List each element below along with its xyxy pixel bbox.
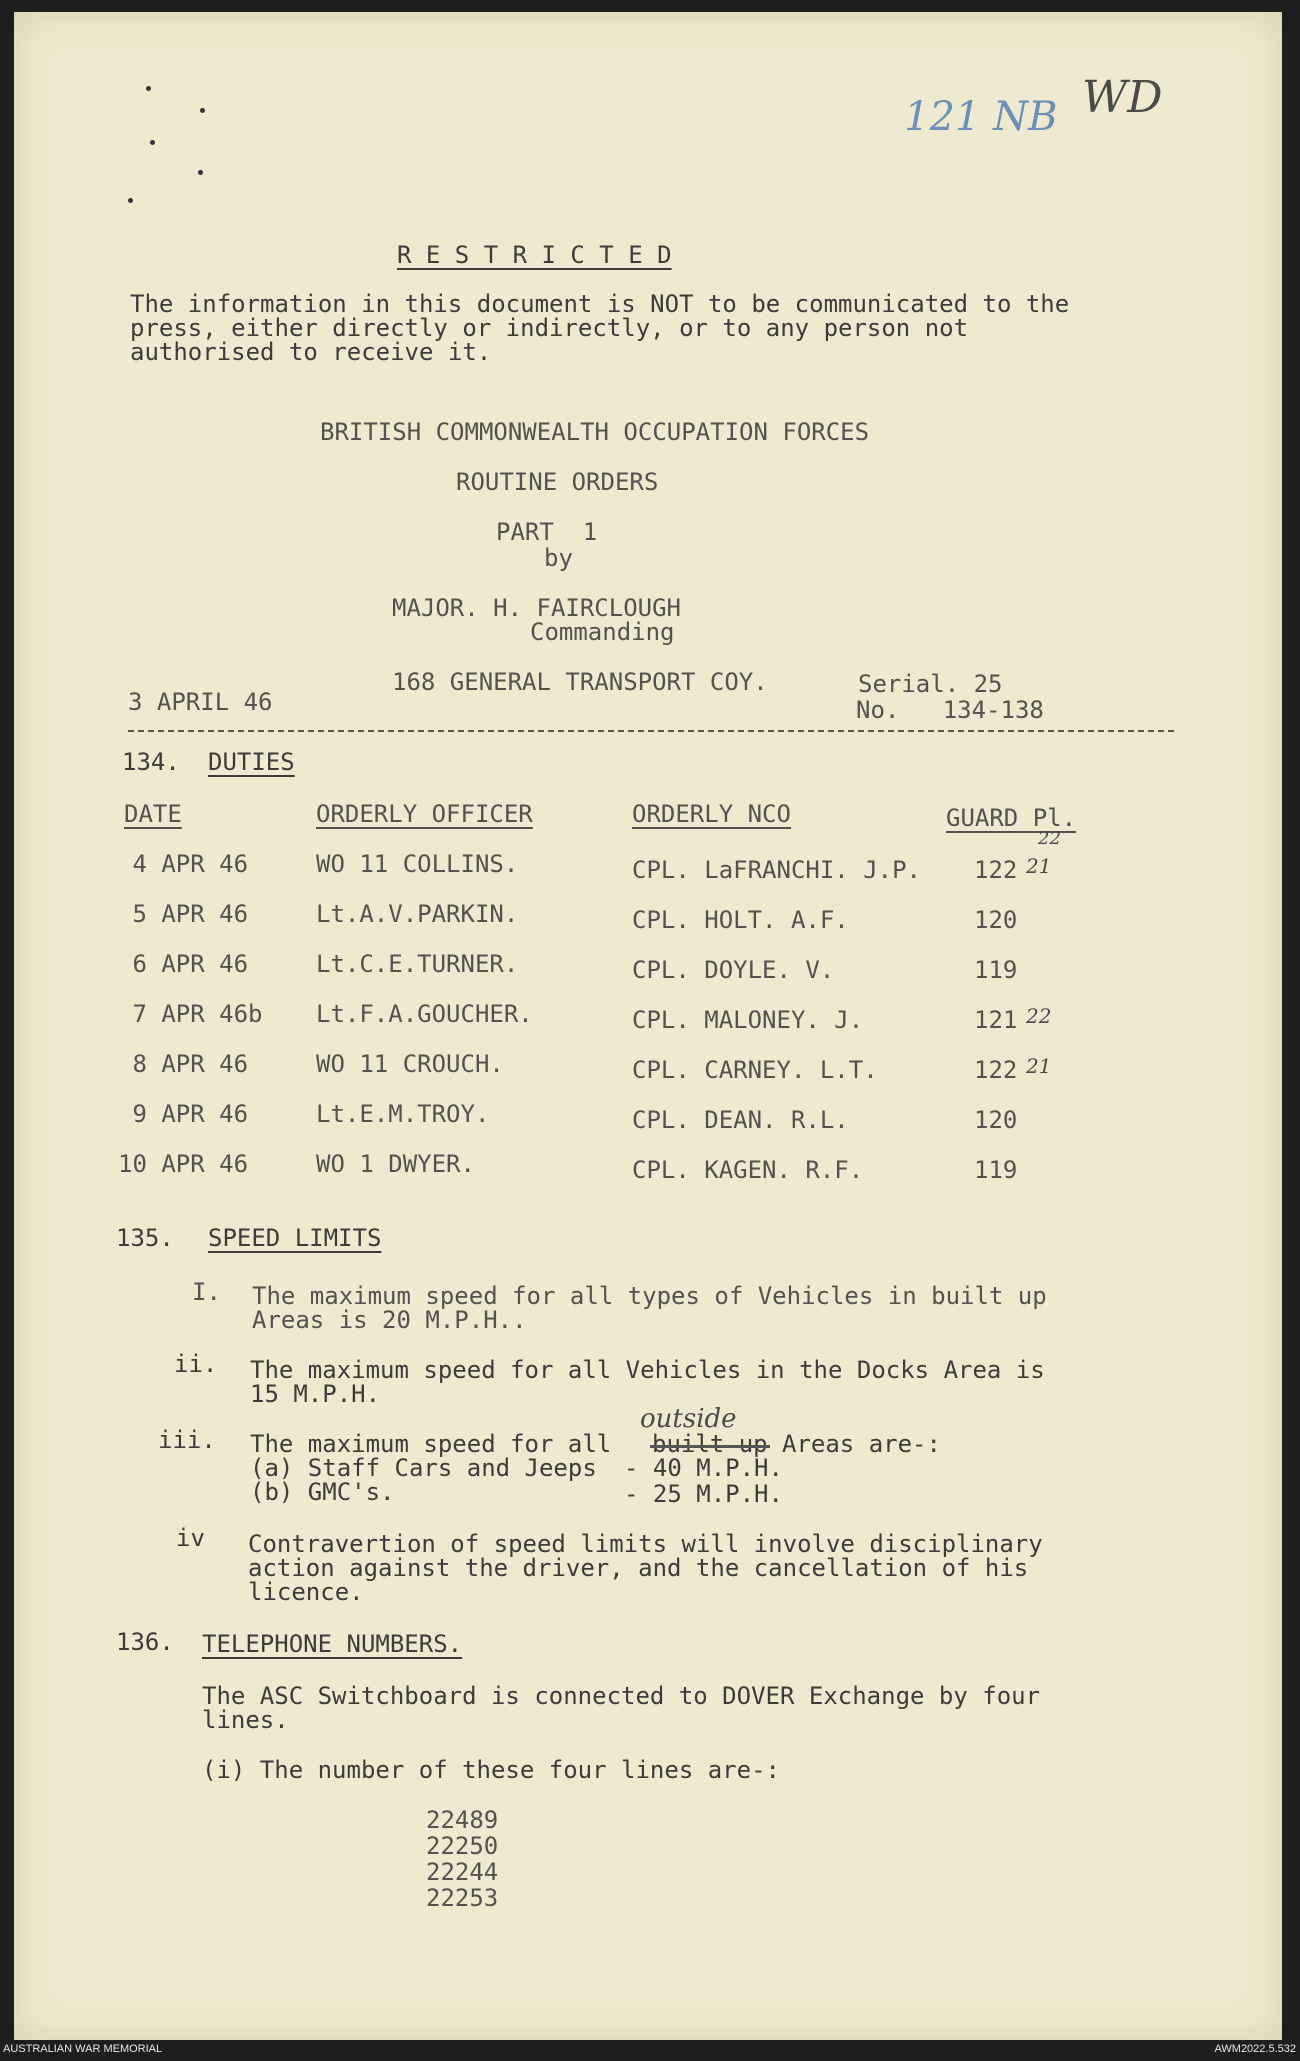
speed-item-2-line-1: The maximum speed for all Vehicles in the Docks Area is (250, 1356, 1045, 1384)
speed-item-1-number: I. (192, 1278, 221, 1306)
duty-cell-date: 8 APR 46 (118, 1050, 249, 1078)
section-136-heading: TELEPHONE NUMBERS. (202, 1630, 463, 1658)
speed-item-3-number: iii. (158, 1426, 216, 1454)
duty-cell-date: 5 APR 46 (118, 900, 249, 928)
handwritten-guard-note: 22 (1038, 828, 1061, 849)
header-divider (128, 730, 1174, 732)
speed-item-3-line-1b: Areas are-: (782, 1430, 941, 1458)
duty-cell-nco: CPL. DOYLE. V. (632, 956, 835, 984)
duty-cell-officer: Lt.E.M.TROY. (316, 1100, 490, 1128)
punch-mark (150, 140, 155, 145)
speed-item-3-line-2a: (a) Staff Cars and Jeeps (250, 1454, 597, 1482)
footer-accession: AWM2022.5.532 (1214, 2043, 1296, 2055)
duty-cell-officer: WO 1 DWYER. (316, 1150, 475, 1178)
duty-cell-date: 9 APR 46 (118, 1100, 249, 1128)
column-header-nco: ORDERLY NCO (632, 800, 791, 828)
speed-item-3-struck: built up (652, 1430, 768, 1458)
duty-cell-date: 6 APR 46 (118, 950, 249, 978)
speed-item-3-line-3a: (b) GMC's. (250, 1478, 395, 1506)
duty-cell-officer: WO 11 CROUCH. (316, 1050, 504, 1078)
footer-source: AUSTRALIAN WAR MEMORIAL (3, 2043, 163, 2055)
speed-item-2-number: ii. (174, 1350, 218, 1378)
speed-item-3-line-2b: - 40 M.P.H. (624, 1454, 783, 1482)
telephone-number: 22253 (426, 1884, 499, 1912)
handwritten-insertion: outside (640, 1404, 737, 1434)
duty-cell-guard: 122 (974, 856, 1018, 884)
handwritten-reference: 121 NB (904, 94, 1058, 140)
classification-heading: R E S T R I C T E D (397, 241, 672, 269)
part-label: PART 1 (496, 518, 598, 546)
section-136-number: 136. (116, 1628, 174, 1656)
duty-cell-nco: CPL. KAGEN. R.F. (632, 1156, 864, 1184)
speed-item-4-line-2: action against the driver, and the cancellation of his (248, 1554, 1029, 1582)
duty-cell-officer: Lt.C.E.TURNER. (316, 950, 519, 978)
serial-number: Serial. 25 (858, 670, 1003, 698)
section-135-number: 135. (116, 1224, 174, 1252)
notice-line-1: The information in this document is NOT to be communicated to the (130, 290, 1070, 318)
strike-through (650, 1445, 770, 1448)
punch-mark (128, 198, 133, 203)
duty-cell-guard: 120 (974, 906, 1018, 934)
handwritten-guard-correction: 21 (1026, 1054, 1052, 1078)
document-date: 3 APRIL 46 (128, 688, 273, 716)
officer-name: MAJOR. H. FAIRCLOUGH (392, 594, 681, 622)
speed-item-4-line-3: licence. (248, 1578, 364, 1606)
by-label: by (544, 544, 573, 572)
duty-cell-date: 10 APR 46 (118, 1150, 249, 1178)
duty-cell-guard: 121 (974, 1006, 1018, 1034)
duty-cell-officer: WO 11 COLLINS. (316, 850, 519, 878)
telephone-line-1: The ASC Switchboard is connected to DOVER Exchange by four (202, 1682, 1041, 1710)
punch-mark (200, 108, 205, 113)
duty-cell-nco: CPL. CARNEY. L.T. (632, 1056, 878, 1084)
duty-cell-guard: 122 (974, 1056, 1018, 1084)
speed-item-4-number: iv (176, 1524, 205, 1552)
duty-cell-guard: 119 (974, 956, 1018, 984)
speed-item-2-line-2: 15 M.P.H. (250, 1380, 381, 1408)
duty-cell-date: 4 APR 46 (118, 850, 249, 878)
handwritten-guard-correction: 22 (1026, 1004, 1052, 1028)
section-134-number: 134. (122, 748, 180, 776)
order-numbers: No. 134-138 (856, 696, 1044, 724)
telephone-subitem: (i) The number of these four lines are-: (202, 1756, 780, 1784)
organization-title: BRITISH COMMONWEALTH OCCUPATION FORCES (320, 418, 870, 446)
speed-item-3-line-1a: The maximum speed for all (250, 1430, 612, 1458)
officer-role: Commanding (530, 618, 675, 646)
speed-item-1-line-1: The maximum speed for all types of Vehicles in built up (252, 1282, 1047, 1310)
telephone-number: 22489 (426, 1806, 499, 1834)
speed-item-3-line-3b: - 25 M.P.H. (624, 1480, 783, 1508)
column-header-date: DATE (124, 800, 182, 828)
section-135-heading: SPEED LIMITS (208, 1224, 382, 1252)
duty-cell-nco: CPL. MALONEY. J. (632, 1006, 864, 1034)
duty-cell-officer: Lt.F.A.GOUCHER. (316, 1000, 533, 1028)
unit-name: 168 GENERAL TRANSPORT COY. (392, 668, 768, 696)
handwritten-guard-correction: 21 (1026, 854, 1052, 878)
notice-line-2: press, either directly or indirectly, or to any person not (130, 314, 969, 342)
punch-mark (146, 86, 151, 91)
duty-cell-nco: CPL. DEAN. R.L. (632, 1106, 849, 1134)
telephone-number: 22244 (426, 1858, 499, 1886)
telephone-line-2: lines. (202, 1706, 289, 1734)
handwritten-initials: WD (1082, 72, 1163, 123)
telephone-number: 22250 (426, 1832, 499, 1860)
duty-cell-nco: CPL. HOLT. A.F. (632, 906, 849, 934)
duty-cell-date: 7 APR 46b (118, 1000, 263, 1028)
document-title: ROUTINE ORDERS (456, 468, 659, 496)
column-header-guard: GUARD Pl. (946, 804, 1077, 832)
duty-cell-guard: 119 (974, 1156, 1018, 1184)
duty-cell-guard: 120 (974, 1106, 1018, 1134)
speed-item-4-line-1: Contravertion of speed limits will involve disciplinary (248, 1530, 1043, 1558)
section-134-heading: DUTIES (208, 748, 295, 776)
speed-item-1-line-2: Areas is 20 M.P.H.. (252, 1306, 527, 1334)
column-header-officer: ORDERLY OFFICER (316, 800, 533, 828)
duty-cell-nco: CPL. LaFRANCHI. J.P. (632, 856, 921, 884)
notice-line-3: authorised to receive it. (130, 338, 492, 366)
punch-mark (198, 170, 203, 175)
duty-cell-officer: Lt.A.V.PARKIN. (316, 900, 519, 928)
